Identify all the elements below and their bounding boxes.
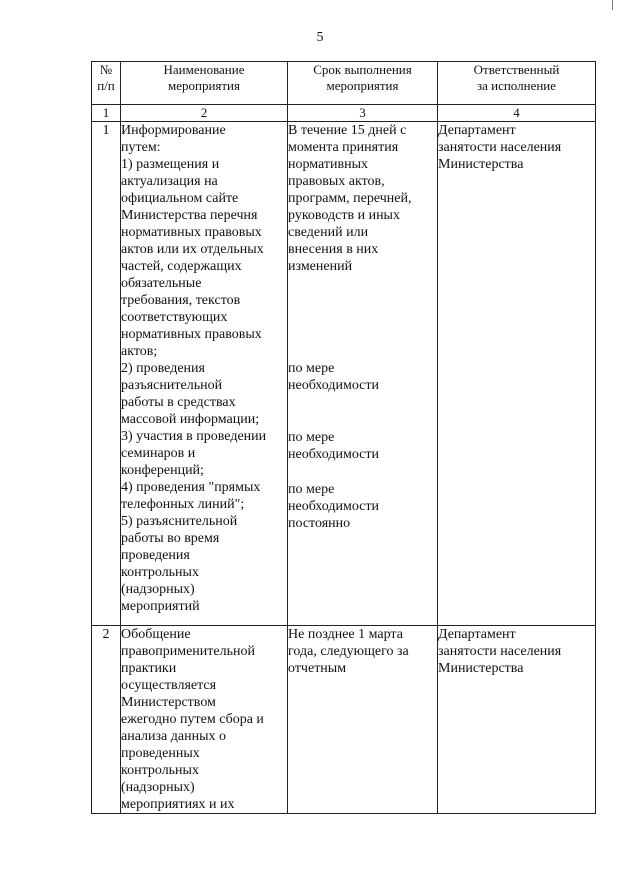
- measure-name-line: частей, содержащих: [121, 259, 242, 274]
- measure-name-line: контрольных: [121, 565, 199, 580]
- measure-name-line: проведения: [121, 548, 190, 563]
- measure-name-line: разъяснительной: [121, 378, 223, 393]
- measure-name-cell: [121, 122, 288, 626]
- measure-name-line: Министерства перечня: [121, 208, 258, 223]
- measure-name-line: конференций;: [121, 463, 204, 478]
- measure-name-line: правоприменительной: [121, 644, 255, 659]
- measure-name-line: (надзорных): [121, 582, 195, 597]
- measure-name-line: работы в средствах: [121, 395, 236, 410]
- deadline-line: по мере: [288, 361, 335, 376]
- measure-name-line: требования, текстов: [121, 293, 241, 308]
- header-responsible-line: за исполнение: [476, 78, 557, 93]
- deadline-line: необходимости: [288, 499, 380, 514]
- responsible-cell: [438, 626, 596, 814]
- table-header-row: [92, 62, 596, 105]
- responsible-line: занятости населения: [438, 644, 562, 659]
- measure-name-line: актов или их отдельных: [121, 242, 264, 257]
- header-number: [92, 62, 121, 105]
- responsible-cell: [438, 122, 596, 626]
- header-deadline-line: мероприятия: [326, 78, 399, 93]
- scan-mark: [612, 0, 613, 10]
- table-row: [92, 626, 596, 814]
- measure-name-line: 1) размещения и: [121, 157, 220, 172]
- deadline-cell: [288, 122, 438, 626]
- measure-name-line: путем:: [121, 140, 161, 155]
- measure-name-line: (надзорных): [121, 780, 195, 795]
- deadline-line: нормативных: [288, 157, 369, 172]
- deadline-line: В течение 15 дней с: [288, 123, 407, 138]
- measure-name-line: нормативных правовых: [121, 327, 262, 342]
- deadline-line: отчетным: [288, 661, 347, 676]
- responsible-line: Департамент: [438, 627, 516, 642]
- deadline-line: постоянно: [288, 516, 351, 531]
- header-deadline: [288, 62, 438, 105]
- header-name-line: мероприятия: [167, 78, 240, 93]
- measure-name-line: актуализация на: [121, 174, 218, 189]
- header-name-line: Наименование: [163, 62, 245, 77]
- deadline-line: изменений: [288, 259, 353, 274]
- measure-name-line: официальном сайте: [121, 191, 239, 206]
- deadline-line: по мере: [288, 430, 335, 445]
- column-number: 1: [92, 105, 121, 122]
- header-number-line: п/п: [97, 78, 115, 93]
- measure-name-line: телефонных линий";: [121, 497, 245, 512]
- deadline-cell: [288, 626, 438, 814]
- row-number: 1: [92, 122, 121, 626]
- measure-name-line: обязательные: [121, 276, 202, 291]
- deadline-line: Не позднее 1 марта: [288, 627, 403, 642]
- column-number: 3: [288, 105, 438, 122]
- header-name: [121, 62, 288, 105]
- measure-name-line: Обобщение: [121, 627, 191, 642]
- responsible-line: Департамент: [438, 123, 516, 138]
- deadline-line: необходимости: [288, 378, 380, 393]
- measure-name-cell: [121, 626, 288, 814]
- measure-name-line: мероприятий: [121, 599, 200, 614]
- deadline-line: внесения в них: [288, 242, 379, 257]
- deadline-line: по мере: [288, 482, 335, 497]
- measure-name-line: нормативных правовых: [121, 225, 262, 240]
- measure-name-line: осуществляется: [121, 678, 217, 693]
- measure-name-line: Министерством: [121, 695, 216, 710]
- column-number-row: [92, 105, 596, 122]
- measure-name-line: 5) разъяснительной: [121, 514, 238, 529]
- column-number: 2: [121, 105, 288, 122]
- responsible-line: занятости населения: [438, 140, 562, 155]
- measure-name-line: контрольных: [121, 763, 199, 778]
- measure-name-line: мероприятиях и их: [121, 797, 235, 812]
- responsible-line: Министерства: [438, 661, 524, 676]
- deadline-line: года, следующего за: [288, 644, 409, 659]
- row-number: 2: [92, 626, 121, 814]
- header-responsible: [438, 62, 596, 105]
- measure-name-line: практики: [121, 661, 177, 676]
- responsible-line: Министерства: [438, 157, 524, 172]
- column-number: 4: [438, 105, 596, 122]
- deadline-line: сведений или: [288, 225, 369, 240]
- deadline-line: момента принятия: [288, 140, 399, 155]
- measures-table: [91, 61, 596, 814]
- deadline-line: руководств и иных: [288, 208, 400, 223]
- measure-name-line: 4) проведения "прямых: [121, 480, 261, 495]
- page-number: 5: [316, 30, 324, 45]
- deadline-line: программ, перечней,: [288, 191, 412, 206]
- measure-name-line: семинаров и: [121, 446, 196, 461]
- header-deadline-line: Срок выполнения: [313, 62, 412, 77]
- measure-name-line: 2) проведения: [121, 361, 205, 376]
- measure-name-line: анализа данных о: [121, 729, 226, 744]
- table-row: [92, 122, 596, 626]
- measure-name-line: 3) участия в проведении: [121, 429, 267, 444]
- deadline-line: правовых актов,: [288, 174, 385, 189]
- measure-name-line: работы во время: [121, 531, 220, 546]
- measure-name-line: проведенных: [121, 746, 200, 761]
- measure-name-line: Информирование: [121, 123, 226, 138]
- header-responsible-line: Ответственный: [473, 62, 560, 77]
- measure-name-line: ежегодно путем сбора и: [121, 712, 264, 727]
- header-number-line: №: [99, 62, 113, 77]
- measure-name-line: соответствующих: [121, 310, 228, 325]
- measure-name-line: массовой информации;: [121, 412, 260, 427]
- deadline-line: необходимости: [288, 447, 380, 462]
- measure-name-line: актов;: [121, 344, 158, 359]
